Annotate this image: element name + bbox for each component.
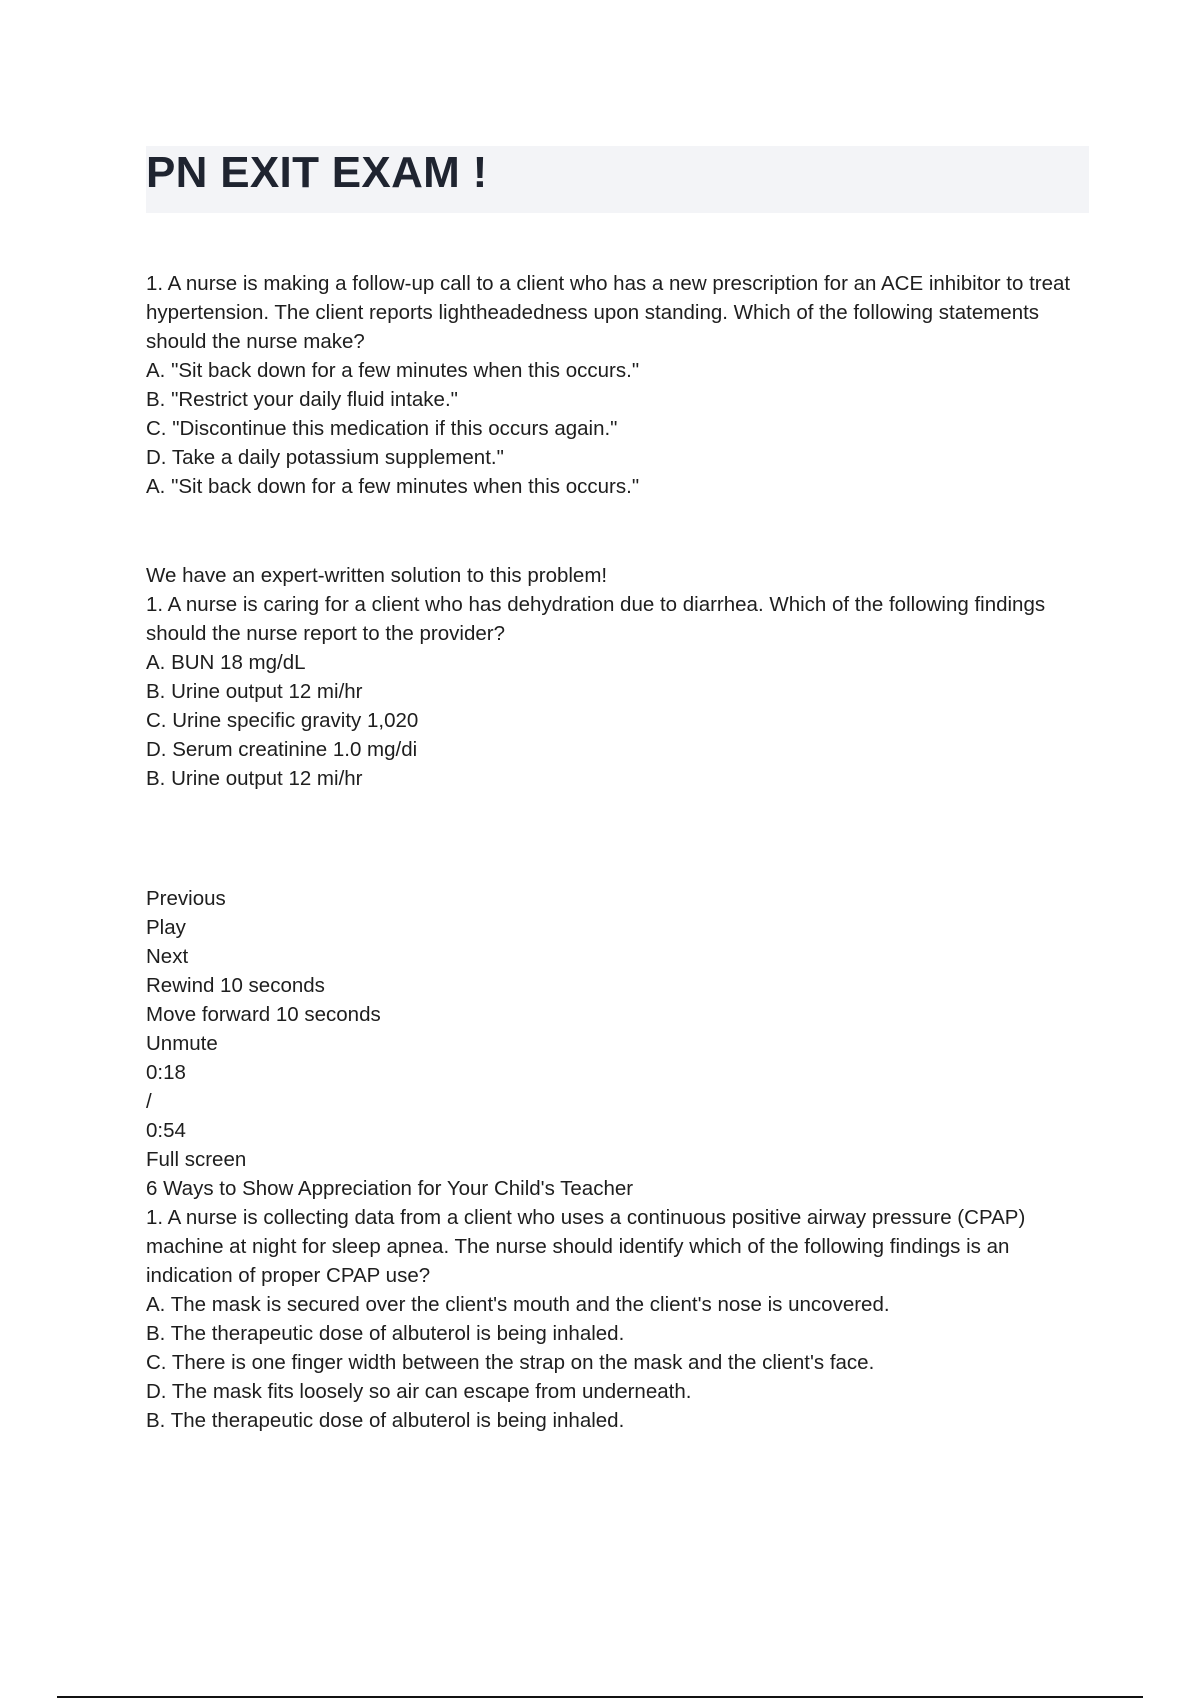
- fullscreen-button[interactable]: Full screen: [146, 1148, 247, 1171]
- option-c: C. Urine specific gravity 1,020: [146, 709, 419, 732]
- option-b: B. The therapeutic dose of albuterol is being inhaled.: [146, 1322, 625, 1345]
- unmute-button[interactable]: Unmute: [146, 1032, 218, 1055]
- option-d: D. Serum creatinine 1.0 mg/di: [146, 738, 418, 761]
- current-time: 0:18: [146, 1061, 186, 1084]
- next-button[interactable]: Next: [146, 945, 189, 968]
- option-a: A. "Sit back down for a few minutes when this occurs.": [146, 359, 640, 382]
- page-title: PN EXIT EXAM !: [146, 148, 488, 197]
- video-title[interactable]: 6 Ways to Show Appreciation for Your Child's Teacher: [146, 1177, 634, 1200]
- option-b: B. "Restrict your daily fluid intake.": [146, 388, 458, 411]
- duration: 0:54: [146, 1119, 186, 1142]
- option-d: D. Take a daily potassium supplement.": [146, 446, 504, 469]
- previous-button[interactable]: Previous: [146, 887, 226, 910]
- answer: A. "Sit back down for a few minutes when this occurs.": [146, 475, 640, 498]
- option-d: D. The mask fits loosely so air can escape from underneath.: [146, 1380, 692, 1403]
- option-c: C. There is one finger width between the strap on the mask and the client's face.: [146, 1351, 875, 1374]
- rewind-button[interactable]: Rewind 10 seconds: [146, 974, 325, 997]
- question-text: 1. A nurse is caring for a client who has dehydration due to diarrhea. Which of the following findings should the nurse report to the provider?: [146, 593, 1046, 645]
- option-c: C. "Discontinue this medication if this occurs again.": [146, 417, 618, 440]
- question-block-2: [146, 561, 1086, 793]
- media-player-and-question-3: [146, 884, 1086, 1435]
- solution-intro: We have an expert-written solution to this problem!: [146, 564, 608, 587]
- answer: B. The therapeutic dose of albuterol is being inhaled.: [146, 1409, 625, 1432]
- question-text: 1. A nurse is collecting data from a client who uses a continuous positive airway pressure (CPAP) machine at night for sleep apnea. The nurse should identify which of the following findings is an indication of proper CPAP use?: [146, 1206, 1026, 1287]
- option-a: A. BUN 18 mg/dL: [146, 651, 306, 674]
- bottom-rule: [57, 1696, 1143, 1698]
- forward-button[interactable]: Move forward 10 seconds: [146, 1003, 381, 1026]
- option-b: B. Urine output 12 mi/hr: [146, 680, 363, 703]
- question-block-1: [146, 269, 1086, 501]
- time-separator: /: [146, 1090, 152, 1113]
- question-text: 1. A nurse is making a follow-up call to a client who has a new prescription for an ACE inhibitor to treat hypertension. The client reports lightheadedness upon standing. Which of the following statements should the nurse make?: [146, 272, 1071, 353]
- option-a: A. The mask is secured over the client's mouth and the client's nose is uncovered.: [146, 1293, 890, 1316]
- answer: B. Urine output 12 mi/hr: [146, 767, 363, 790]
- play-button[interactable]: Play: [146, 916, 186, 939]
